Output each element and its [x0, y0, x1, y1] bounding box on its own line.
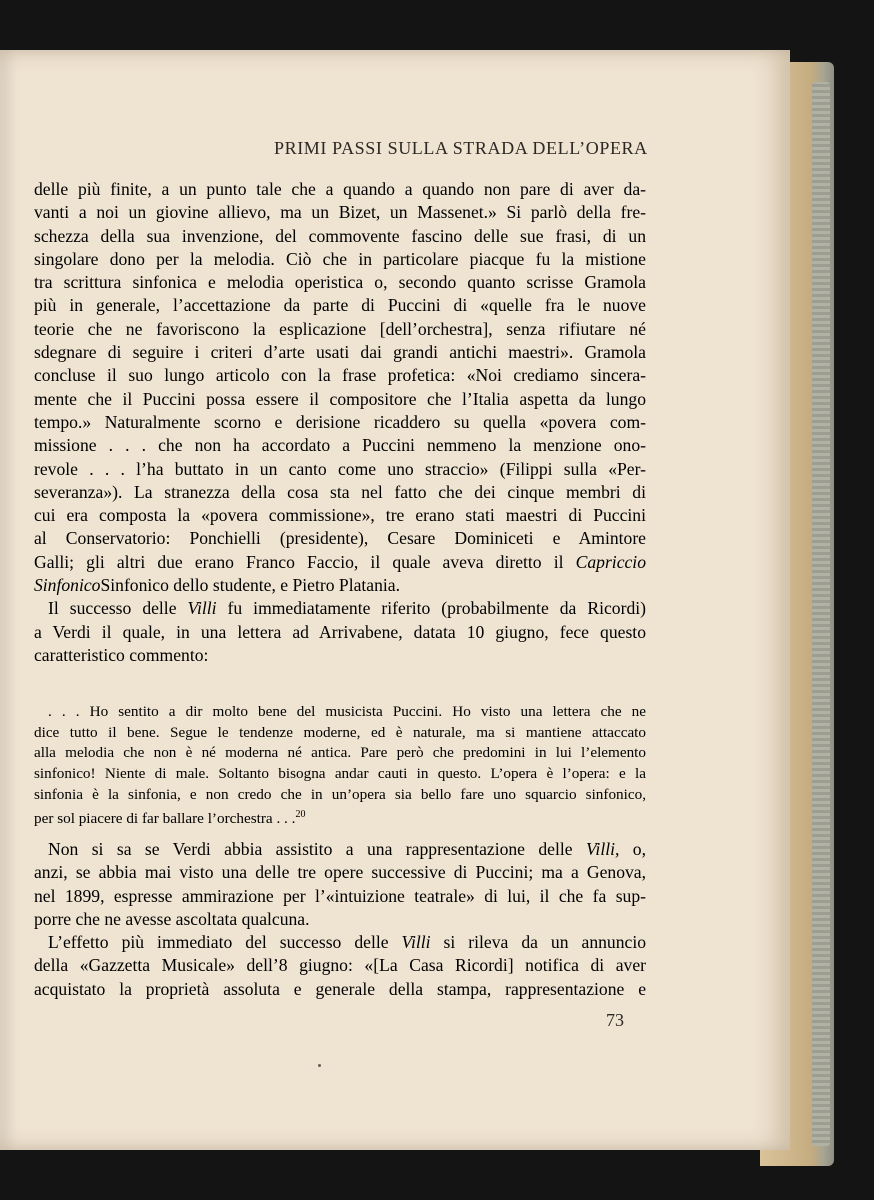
text-line: porre che ne avesse ascoltata qualcuna.	[34, 908, 310, 929]
text-line	[34, 551, 646, 574]
text-line: schezza della sua invenzione, del commovente fascino delle sue frasi, di un	[34, 225, 646, 246]
quote-line	[34, 805, 646, 826]
text-segment: per sol piacere di far ballare l’orchestra . . .	[34, 810, 296, 828]
text-segment: fu immediatamente riferito (probabilmente da Ricordi)	[216, 598, 646, 619]
text-line: nel 1899, espresse ammirazione per l’«intuizione teatrale» di lui, il che fa sup-	[34, 885, 646, 906]
verdi-quotation	[34, 702, 646, 826]
italic-title: Villi	[401, 932, 431, 953]
text-line	[34, 838, 646, 861]
text-line: mente che il Puccini possa essere il compositore che l’Italia aspetta da lungo	[34, 388, 646, 409]
text-line: teorie che ne favoriscono la esplicazione [dell’orchestra], senza rifiutare né	[34, 318, 646, 339]
paper-speck	[318, 1064, 321, 1067]
italic-title: Capriccio	[575, 551, 646, 572]
text-line: singolare dono per la melodia. Ciò che in particolare piacque fu la mistione	[34, 248, 646, 269]
italic-title: Villi,	[585, 839, 620, 859]
text-line: della «Gazzetta Musicale» dell’8 giugno: «[La Casa Ricordi] notifica di aver	[34, 955, 646, 976]
text-segment: si rileva da un annuncio	[430, 932, 647, 953]
text-line: cui era composta la «povera commissione», tre erano stati maestri di Puccini	[34, 505, 646, 526]
text-line: tempo.» Naturalmente scorno e derisione ricaddero su quella «povera com-	[34, 411, 646, 432]
text-segment: Non si sa se Verdi abbia assistito a una rappresentazione delle	[48, 839, 586, 859]
quote-line: . . . Ho sentito a dir molto bene del musicista Puccini. Ho visto una lettera che ne	[48, 703, 646, 720]
text-line	[34, 574, 646, 597]
text-line: caratteristico commento:	[34, 644, 209, 665]
text-line: vanti a noi un giovine allievo, ma un Bizet, un Massenet.» Si parlò della fre-	[34, 202, 646, 223]
footnote-reference: 20	[295, 809, 306, 821]
text-segment: Il successo delle	[48, 598, 188, 619]
text-line: revole . . . l’ha buttato in un canto come uno straccio» (Filippi sulla «Per-	[34, 458, 646, 479]
binding-cloth	[812, 82, 830, 1146]
paragraph-3-4	[34, 838, 646, 1001]
text-segment: Sinfonico dello studente, e Pietro Platania.	[100, 575, 400, 596]
text-line: missione . . . che non ha accordato a Puccini nemmeno la menzione ono-	[34, 435, 646, 456]
text-line	[34, 597, 646, 620]
text-line	[34, 931, 646, 954]
text-line: al Conservatorio: Ponchielli (presidente), Cesare Dominiceti e Amintore	[34, 528, 646, 549]
text-line: più in generale, l’accettazione da parte di Puccini di «quelle fra le nuove	[34, 295, 646, 316]
text-line: a Verdi il quale, in una lettera ad Arrivabene, datata 10 giugno, fece questo	[34, 621, 646, 642]
page-number: 73	[606, 1010, 624, 1030]
quote-line: sinfonico! Niente di male. Soltanto bisogna andar cauti in questo. L’opera è l’opera: e la	[34, 765, 646, 783]
text-line: acquistato la proprietà assoluta e generale della stampa, rappresentazione e	[34, 978, 646, 999]
italic-title: Sinfonico	[34, 575, 101, 596]
text-line: anzi, se abbia mai visto una delle tre opere successive di Puccini; ma a Genova,	[34, 862, 646, 883]
quote-line: alla melodia che non è né moderna né antica. Pare però che predomini in lui l’elemento	[34, 744, 646, 762]
text-segment: Galli; gli altri due erano Franco Faccio, il quale aveva diretto il	[34, 551, 576, 572]
quote-line: dice tutto il bene. Segue le tendenze moderne, ed è naturale, ma si mantiene attaccato	[34, 723, 646, 741]
text-line: severanza»). La stranezza della cosa sta nel fatto che dei cinque membri di	[34, 481, 646, 502]
text-line: delle più finite, a un punto tale che a quando a quando non pare di aver da-	[34, 179, 646, 199]
italic-title: Villi	[187, 598, 217, 619]
text-segment: o,	[619, 839, 646, 859]
text-segment: L’effetto più immediato del successo delle	[48, 932, 402, 953]
text-line: tra scrittura sinfonica e melodia operistica o, secondo quanto scrisse Gramola	[34, 272, 646, 293]
paragraph-1	[34, 178, 646, 667]
quote-line: sinfonia è la sinfonia, e non credo che in un’opera sia bello fare uno squarcio sinfonico,	[34, 785, 646, 803]
text-line: sdegnare di seguire i criteri d’arte usati dai grandi antichi maestri». Gramola	[34, 342, 646, 363]
text-line: concluse il suo lungo articolo con la frase profetica: «Noi crediamo sincera-	[34, 365, 646, 386]
running-head: PRIMI PASSI SULLA STRADA DELL’OPERA	[274, 138, 648, 158]
